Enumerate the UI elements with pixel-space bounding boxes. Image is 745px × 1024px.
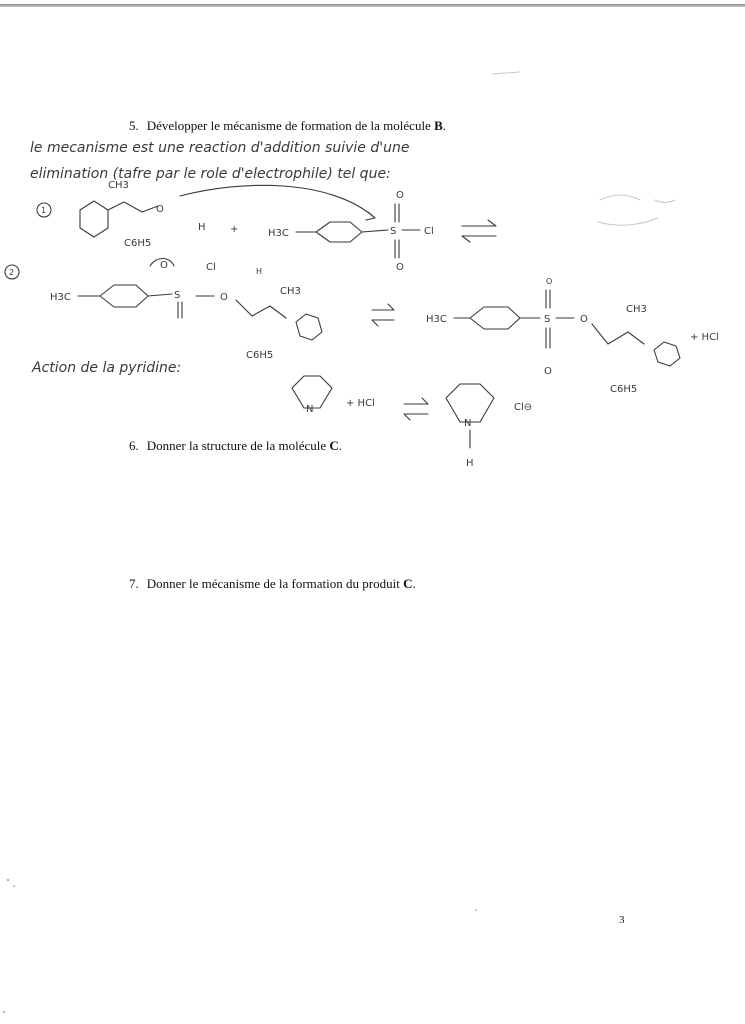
question-7-text: Donner le mécanisme de la formation du produit: [146, 576, 404, 591]
question-7-product: C: [403, 576, 413, 591]
ester-oxygen: O: [580, 314, 588, 325]
question-6-molecule: C: [329, 438, 339, 453]
question-5-number: 5.: [129, 118, 139, 133]
oxygen-atom: O: [396, 190, 404, 201]
bond-chain: [108, 202, 158, 212]
mechanism-arrowhead: [366, 212, 375, 220]
c6h5-group: C6H5: [124, 238, 152, 249]
oxygen-atom: O: [544, 366, 552, 377]
equilibrium-arrow: [404, 398, 428, 420]
oxygen-atom: O: [160, 260, 168, 271]
question-7-period: .: [412, 576, 416, 591]
h3c-group: H3C: [50, 292, 71, 303]
question-5-period: .: [442, 118, 446, 133]
plus-hcl: + HCl: [346, 398, 375, 409]
oxygen-atom: O: [156, 204, 164, 215]
c6h5-group: C6H5: [610, 384, 638, 395]
chlorine-atom: Cl: [424, 226, 434, 237]
step-1-label: 1: [41, 206, 47, 215]
toluene-ring: [316, 222, 362, 242]
equilibrium-arrow: [372, 304, 394, 326]
benzene-ring: [80, 201, 108, 237]
c6h5-group: C6H5: [246, 350, 274, 361]
chloride-ion: Cl⊖: [514, 402, 533, 413]
hydrogen-atom: H: [466, 458, 474, 469]
scan-speck: [475, 909, 477, 911]
question-6-number: 6.: [129, 438, 139, 453]
hydrogen-atom: H: [256, 267, 263, 276]
question-5-text: Développer le mécanisme de formation de la molécule: [146, 118, 435, 133]
ch3-group: CH3: [108, 180, 129, 191]
question-5-molecule: B: [434, 118, 443, 133]
oxonium-oxygen: O: [220, 292, 228, 303]
bond: [148, 294, 172, 296]
equilibrium-arrow: [462, 220, 496, 242]
page-number: 3: [619, 914, 625, 926]
pyridinium-ring: [446, 384, 494, 422]
benzene-ring: [296, 314, 322, 340]
oxygen-atom: O: [546, 277, 553, 286]
plus-hcl: + HCl: [690, 332, 719, 343]
pyridine-note: Action de la pyridine:: [32, 360, 182, 376]
hydrogen-atom: H: [198, 222, 206, 233]
ch3-group: CH3: [626, 304, 647, 315]
handwritten-line-2: elimination (tafre par le role d'electrophile) tel que:: [30, 166, 391, 182]
h3c-group: H3C: [268, 228, 289, 239]
ch3-group: CH3: [280, 286, 301, 297]
handwritten-line-1: le mecanisme est une reaction d'addition suivie d'une: [30, 140, 410, 156]
scan-mark: [492, 72, 520, 74]
scan-speck: [3, 1011, 5, 1013]
scan-speck: [7, 879, 10, 882]
oxygen-atom: O: [396, 262, 404, 273]
scan-smudge: [598, 195, 675, 225]
nitrogen-atom: N: [464, 418, 472, 429]
question-6-text: Donner la structure de la molécule: [146, 438, 330, 453]
nitrogen-atom: N: [306, 404, 314, 415]
benzene-ring: [654, 342, 680, 366]
scan-speck: [13, 885, 15, 887]
bond-chain: [236, 300, 286, 318]
sulfur-atom: S: [544, 314, 551, 325]
plus-sign: +: [230, 224, 239, 235]
mechanism-arrow: [180, 185, 375, 218]
question-7-number: 7.: [129, 576, 139, 591]
chlorine-atom: Cl: [206, 262, 216, 273]
question-6-period: .: [338, 438, 343, 453]
sulfur-atom: S: [174, 290, 181, 301]
step-2-label: 2: [9, 268, 15, 277]
toluene-ring: [100, 285, 148, 307]
h3c-group: H3C: [426, 314, 447, 325]
toluene-ring: [470, 307, 520, 329]
double-bond: [178, 302, 182, 318]
bond-chain: [592, 324, 644, 344]
bond: [362, 230, 388, 232]
sulfur-atom: S: [390, 226, 397, 237]
